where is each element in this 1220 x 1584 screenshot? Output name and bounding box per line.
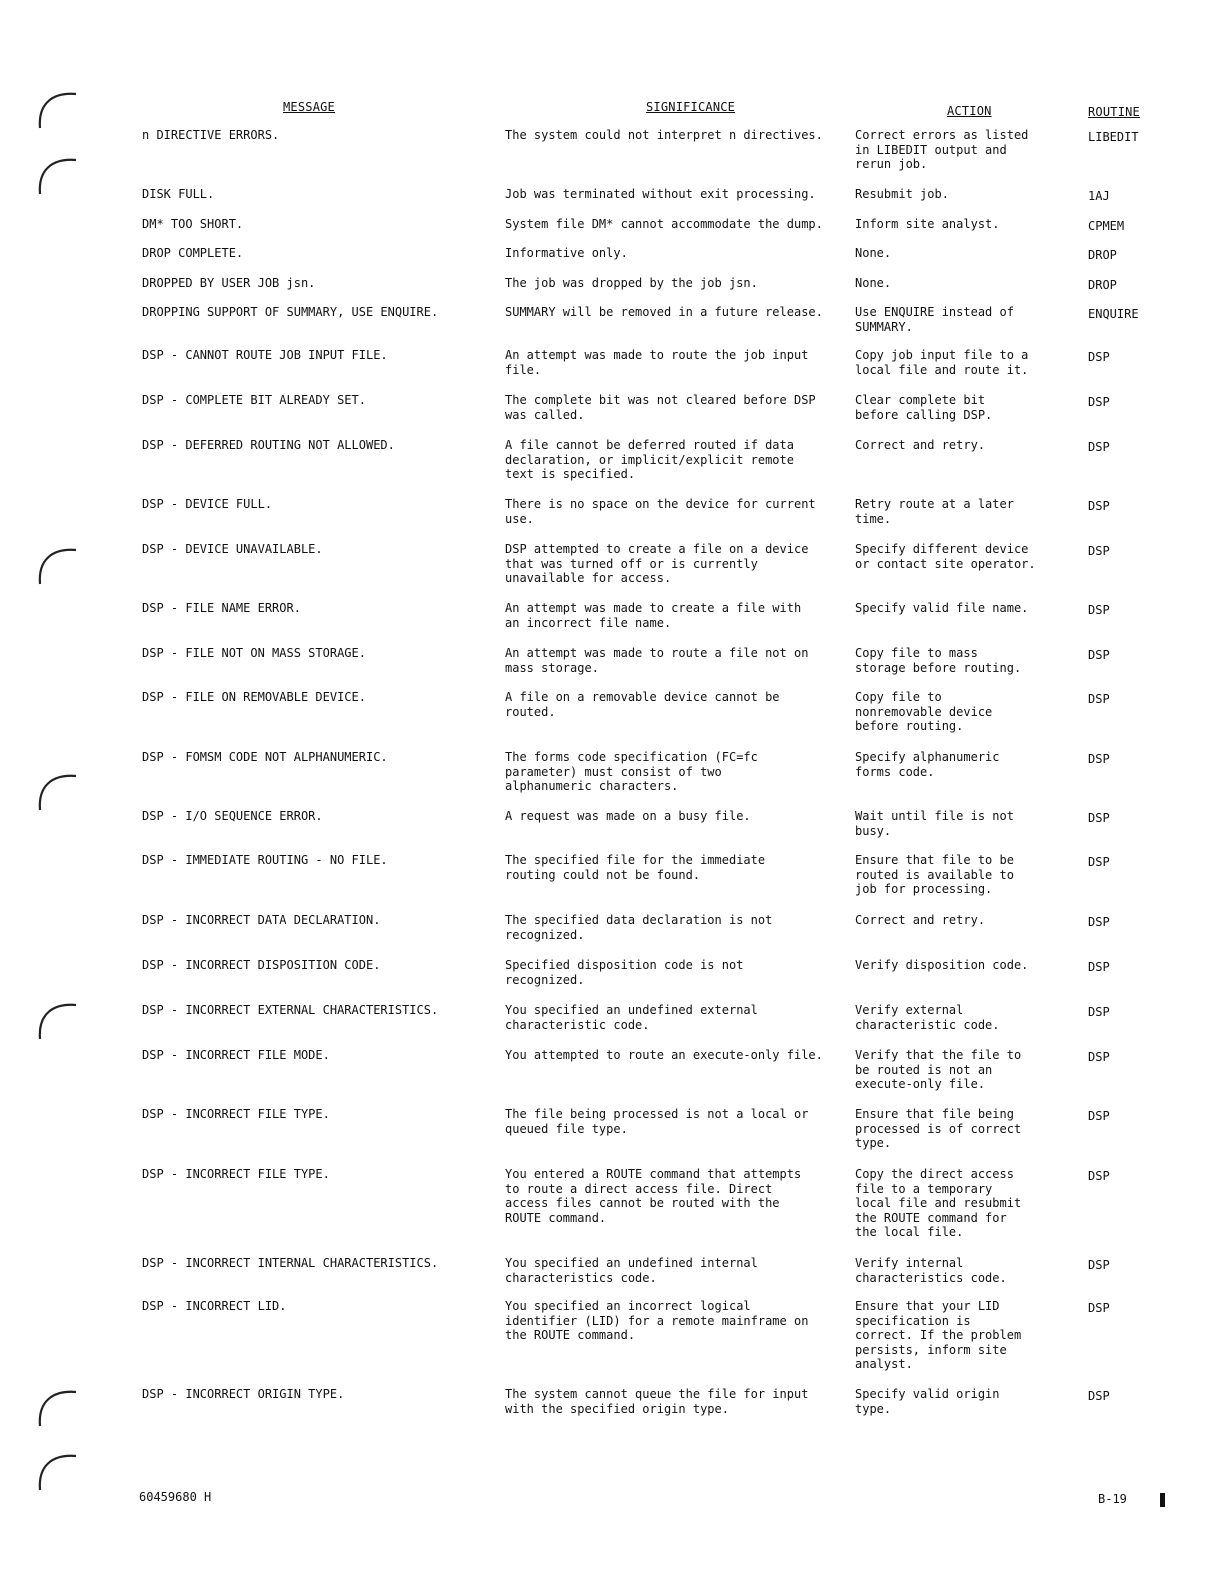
column-header-action: ACTION [947, 104, 992, 118]
routine-cell: DSP [1088, 395, 1110, 409]
routine-cell: DSP [1088, 1258, 1110, 1272]
message-cell: DSP - INCORRECT FILE TYPE. [142, 1167, 330, 1181]
message-cell: DSP - INCORRECT INTERNAL CHARACTERISTICS. [142, 1256, 439, 1270]
significance-cell: The system cannot queue the file for input with the specified origin type. [505, 1387, 809, 1416]
column-header-significance: SIGNIFICANCE [646, 100, 736, 114]
routine-cell: CPMEM [1088, 219, 1125, 233]
routine-cell: DROP [1088, 248, 1117, 262]
routine-cell: DSP [1088, 855, 1110, 869]
significance-cell: A file on a removable device cannot be routed. [505, 690, 780, 719]
significance-cell: DSP attempted to create a file on a device that was turned off or is currently unavailable for access. [505, 542, 809, 586]
message-cell: DSP - FILE NAME ERROR. [142, 601, 301, 615]
binder-hole-mark [34, 995, 82, 1043]
action-cell: Verify internal characteristics code. [855, 1256, 1007, 1285]
action-cell: Specify different device or contact site operator. [855, 542, 1036, 571]
message-cell: DSP - INCORRECT FILE TYPE. [142, 1107, 330, 1121]
action-cell: Verify external characteristic code. [855, 1003, 1000, 1032]
significance-cell: A file cannot be deferred routed if data declaration, or implicit/explicit remote text is specified. [505, 438, 794, 482]
message-cell: DSP - IMMEDIATE ROUTING - NO FILE. [142, 853, 388, 867]
routine-cell: DSP [1088, 1050, 1110, 1064]
message-cell: DROPPED BY USER JOB jsn. [142, 276, 316, 290]
binder-hole-mark [34, 1446, 82, 1494]
message-cell: DROP COMPLETE. [142, 246, 244, 260]
message-cell: DROPPING SUPPORT OF SUMMARY, USE ENQUIRE. [142, 305, 439, 319]
action-cell: Correct and retry. [855, 913, 986, 927]
action-cell: None. [855, 276, 892, 290]
message-cell: DSP - INCORRECT DATA DECLARATION. [142, 913, 381, 927]
message-cell: DSP - INCORRECT FILE MODE. [142, 1048, 330, 1062]
significance-cell: You specified an incorrect logical identifier (LID) for a remote mainframe on the ROUTE command. [505, 1299, 809, 1343]
routine-cell: DSP [1088, 1169, 1110, 1183]
action-cell: None. [855, 246, 892, 260]
significance-cell: The complete bit was not cleared before DSP was called. [505, 393, 816, 422]
message-cell: DSP - INCORRECT DISPOSITION CODE. [142, 958, 381, 972]
action-cell: Ensure that file being processed is of correct type. [855, 1107, 1022, 1151]
routine-cell: DSP [1088, 811, 1110, 825]
significance-cell: You entered a ROUTE command that attempts to route a direct access file. Direct access files cannot be routed with the ROUTE command. [505, 1167, 802, 1225]
routine-cell: ENQUIRE [1088, 307, 1139, 321]
significance-cell: An attempt was made to route the job input file. [505, 348, 809, 377]
routine-cell: 1AJ [1088, 189, 1110, 203]
routine-cell: DSP [1088, 350, 1110, 364]
significance-cell: The specified file for the immediate routing could not be found. [505, 853, 766, 882]
routine-cell: DSP [1088, 1389, 1110, 1403]
routine-cell: DSP [1088, 752, 1110, 766]
page-number: B-19 [1098, 1492, 1127, 1506]
significance-cell: The forms code specification (FC=fc parameter) must consist of two alphanumeric characters. [505, 750, 758, 794]
action-cell: Correct and retry. [855, 438, 986, 452]
routine-cell: LIBEDIT [1088, 130, 1139, 144]
message-cell: DSP - DEVICE FULL. [142, 497, 273, 511]
message-cell: DSP - CANNOT ROUTE JOB INPUT FILE. [142, 348, 388, 362]
action-cell: Clear complete bit before calling DSP. [855, 393, 993, 422]
significance-cell: Specified disposition code is not recognized. [505, 958, 744, 987]
routine-cell: DSP [1088, 603, 1110, 617]
routine-cell: DSP [1088, 648, 1110, 662]
action-cell: Copy the direct access file to a temporary local file and resubmit the ROUTE command for the local file. [855, 1167, 1022, 1240]
message-cell: DSP - INCORRECT ORIGIN TYPE. [142, 1387, 345, 1401]
significance-cell: Job was terminated without exit processing. [505, 187, 816, 201]
action-cell: Copy file to mass storage before routing. [855, 646, 1022, 675]
action-cell: Specify valid file name. [855, 601, 1029, 615]
message-cell: DSP - FOMSM CODE NOT ALPHANUMERIC. [142, 750, 388, 764]
message-cell: DSP - INCORRECT EXTERNAL CHARACTERISTICS. [142, 1003, 439, 1017]
message-cell: DSP - COMPLETE BIT ALREADY SET. [142, 393, 366, 407]
significance-cell: An attempt was made to route a file not on mass storage. [505, 646, 809, 675]
routine-cell: DSP [1088, 960, 1110, 974]
action-cell: Inform site analyst. [855, 217, 1000, 231]
binder-hole-mark [34, 1382, 82, 1430]
routine-cell: DSP [1088, 1109, 1110, 1123]
action-cell: Specify valid origin type. [855, 1387, 1000, 1416]
message-cell: DSP - FILE NOT ON MASS STORAGE. [142, 646, 366, 660]
significance-cell: Informative only. [505, 246, 628, 260]
significance-cell: The job was dropped by the job jsn. [505, 276, 758, 290]
document-number: 60459680 H [139, 1490, 212, 1504]
column-header-message: MESSAGE [283, 100, 335, 114]
significance-cell: The file being processed is not a local or queued file type. [505, 1107, 809, 1136]
action-cell: Wait until file is not busy. [855, 809, 1014, 838]
action-cell: Retry route at a later time. [855, 497, 1014, 526]
routine-cell: DSP [1088, 544, 1110, 558]
message-cell: DM* TOO SHORT. [142, 217, 244, 231]
message-cell: DSP - INCORRECT LID. [142, 1299, 287, 1313]
change-bar [1160, 1493, 1165, 1507]
action-cell: Verify disposition code. [855, 958, 1029, 972]
routine-cell: DSP [1088, 499, 1110, 513]
message-cell: DISK FULL. [142, 187, 215, 201]
routine-cell: DSP [1088, 1301, 1110, 1315]
action-cell: Resubmit job. [855, 187, 949, 201]
action-cell: Correct errors as listed in LIBEDIT output and rerun job. [855, 128, 1029, 172]
significance-cell: You attempted to route an execute-only file. [505, 1048, 823, 1062]
significance-cell: An attempt was made to create a file with an incorrect file name. [505, 601, 802, 630]
column-header-routine: ROUTINE [1088, 105, 1140, 119]
message-cell: DSP - DEVICE UNAVAILABLE. [142, 542, 323, 556]
action-cell: Copy file to nonremovable device before routing. [855, 690, 993, 734]
routine-cell: DSP [1088, 440, 1110, 454]
routine-cell: DSP [1088, 915, 1110, 929]
binder-hole-mark [34, 150, 82, 198]
action-cell: Verify that the file to be routed is not an execute-only file. [855, 1048, 1022, 1092]
routine-cell: DROP [1088, 278, 1117, 292]
message-cell: DSP - DEFERRED ROUTING NOT ALLOWED. [142, 438, 395, 452]
routine-cell: DSP [1088, 692, 1110, 706]
routine-cell: DSP [1088, 1005, 1110, 1019]
message-cell: DSP - I/O SEQUENCE ERROR. [142, 809, 323, 823]
action-cell: Ensure that your LID specification is correct. If the problem persists, inform site analyst. [855, 1299, 1022, 1372]
action-cell: Copy job input file to a local file and route it. [855, 348, 1029, 377]
action-cell: Use ENQUIRE instead of SUMMARY. [855, 305, 1014, 334]
action-cell: Specify alphanumeric forms code. [855, 750, 1000, 779]
significance-cell: You specified an undefined internal characteristics code. [505, 1256, 758, 1285]
significance-cell: The specified data declaration is not recognized. [505, 913, 773, 942]
binder-hole-mark [34, 540, 82, 588]
binder-hole-mark [34, 766, 82, 814]
action-cell: Ensure that file to be routed is available to job for processing. [855, 853, 1014, 897]
significance-cell: You specified an undefined external characteristic code. [505, 1003, 758, 1032]
message-cell: DSP - FILE ON REMOVABLE DEVICE. [142, 690, 366, 704]
message-cell: n DIRECTIVE ERRORS. [142, 128, 280, 142]
significance-cell: There is no space on the device for current use. [505, 497, 816, 526]
significance-cell: System file DM* cannot accommodate the dump. [505, 217, 823, 231]
binder-hole-mark [34, 84, 82, 132]
significance-cell: The system could not interpret n directives. [505, 128, 823, 142]
significance-cell: A request was made on a busy file. [505, 809, 751, 823]
significance-cell: SUMMARY will be removed in a future release. [505, 305, 823, 319]
